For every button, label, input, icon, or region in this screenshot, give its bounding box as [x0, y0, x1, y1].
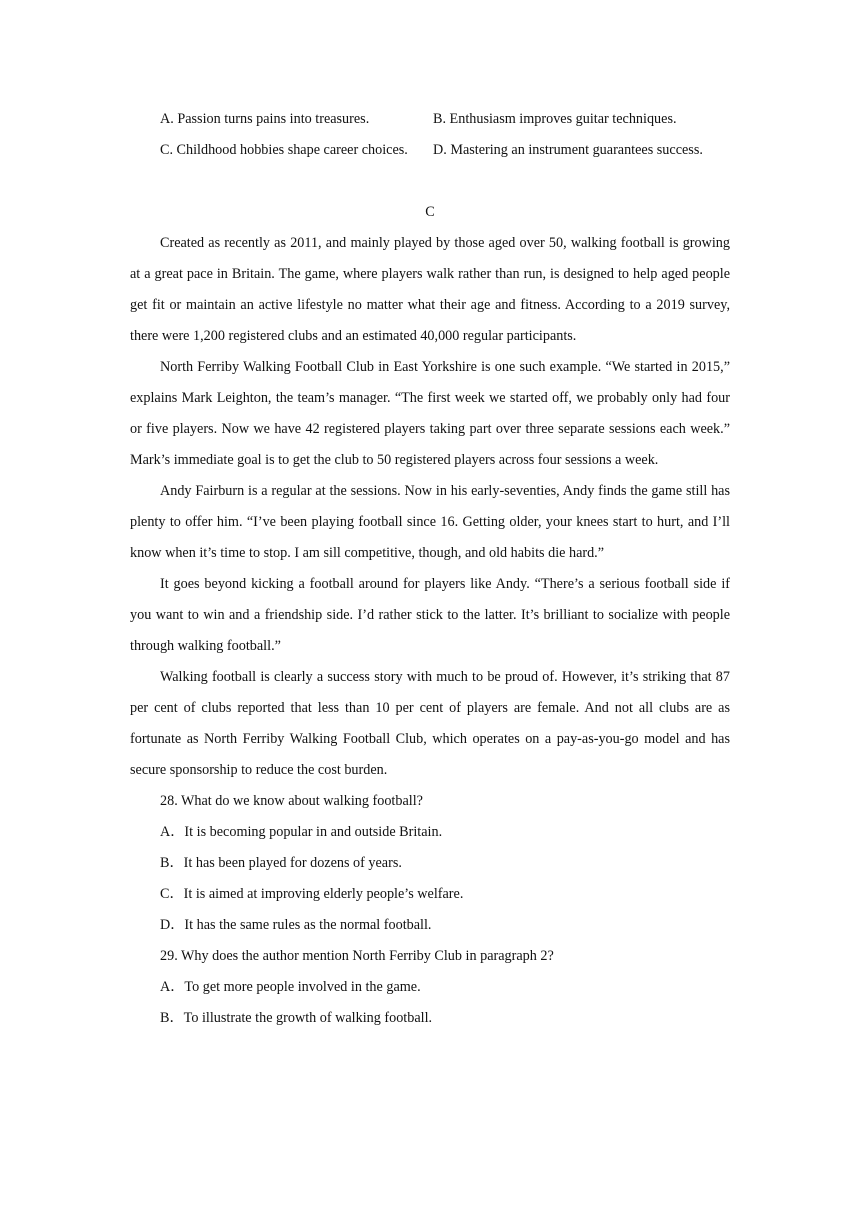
- question-29-stem: 29. Why does the author mention North Ferriby Club in paragraph 2?: [160, 948, 554, 964]
- option-a: A. Passion turns pains into treasures.: [160, 111, 370, 127]
- question-28-stem: 28. What do we know about walking football?: [160, 793, 423, 809]
- option-c: C. Childhood hobbies shape career choices.: [160, 142, 408, 158]
- option-b: B. Enthusiasm improves guitar techniques.: [433, 111, 677, 127]
- paragraph-1: Created as recently as 2011, and mainly played by those aged over 50, walking football is growing at a great pace in Britain. The game, where players walk rather than run, is designed to help aged people get fit or maintain an active lifestyle no matter what their age and fitness. According to a 2019 survey, there were 1,200 registered clubs and an estimated 40,000 regular participants.: [130, 235, 730, 344]
- option-row: [130, 135, 730, 166]
- question-28-choice-d: D．It has the same rules as the normal football.: [160, 917, 432, 933]
- question-28-choice-a: A．It is becoming popular in and outside Britain.: [160, 824, 443, 840]
- paragraph-3: Andy Fairburn is a regular at the sessions. Now in his early-seventies, Andy finds the game still has plenty to offer him. “I’ve been playing football since 16. Getting older, your knees start to hurt, and I’ll know when it’s time to stop. I am sill competitive, though, and old habits die hard.”: [130, 483, 730, 561]
- question-29-choice-a: A．To get more people involved in the game.: [160, 979, 421, 995]
- question-29-choice-b: B．To illustrate the growth of walking football.: [160, 1010, 433, 1026]
- paragraph-5: Walking football is clearly a success story with much to be proud of. However, it’s striking that 87 per cent of clubs reported that less than 10 per cent of players are female. And not all clubs are as fortunate as North Ferriby Walking Football Club, which operates on a pay-as-you-go model and has secure sponsorship to reduce the cost burden.: [130, 669, 730, 778]
- option-row: [130, 104, 730, 135]
- question-28-choice-c: C．It is aimed at improving elderly people’s welfare.: [160, 886, 464, 902]
- paragraph-4: It goes beyond kicking a football around for players like Andy. “There’s a serious football side if you want to win and a friendship side. I’d rather stick to the latter. It’s brilliant to socialize with people through walking football.”: [130, 576, 730, 654]
- question-28-choice-b: B．It has been played for dozens of years.: [160, 855, 402, 871]
- option-d: D. Mastering an instrument guarantees success.: [433, 142, 703, 158]
- document-page: [130, 104, 730, 1034]
- paragraph-2: North Ferriby Walking Football Club in East Yorkshire is one such example. “We started in 2015,” explains Mark Leighton, the team’s manager. “The first week we started off, we probably only had four or five players. Now we have 42 registered players taking part over three separate sessions each week.” Mark’s immediate goal is to get the club to 50 registered players across four sessions a week.: [130, 359, 730, 468]
- section-title: C: [425, 204, 435, 220]
